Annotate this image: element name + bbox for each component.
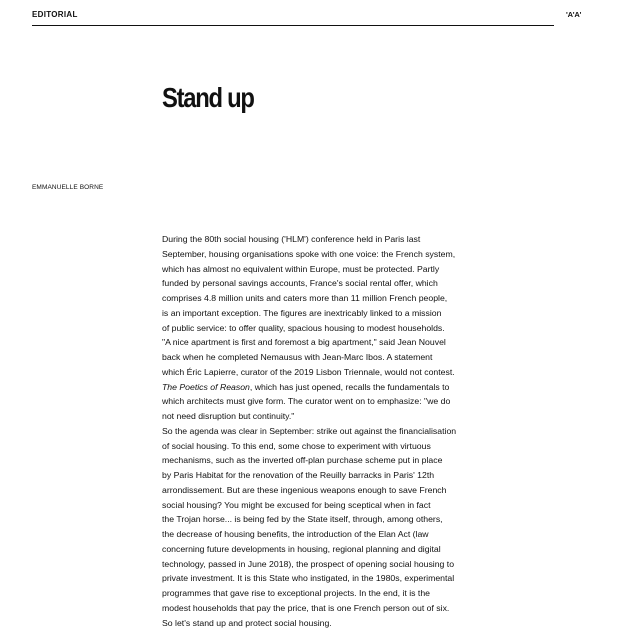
body-line: is an important exception. The figures are inextricably linked to a mission: [162, 307, 442, 318]
body-line: So the agenda was clear in September: strike out against the financialisation: [162, 425, 457, 436]
body-line-rest: , which has just opened, recalls the fundamentals to: [249, 381, 450, 392]
magazine-logo: 'A'A': [566, 10, 582, 19]
body-line: During the 80th social housing ('HLM') conference held in Paris last: [162, 234, 421, 244]
body-line: by Paris Habitat for the renovation of the Reuilly barracks in Paris' 12th: [162, 470, 435, 480]
body-line: which has almost no equivalent within Europe, must be protected. Partly: [162, 263, 440, 274]
body-line: social housing? You might be excused for being sceptical when in fact: [162, 499, 431, 510]
body-line: not need disruption but continuity.": [162, 411, 295, 421]
body-line: the decrease of housing benefits, the introduction of the Elan Act (law: [162, 529, 429, 539]
section-label: EDITORIAL: [32, 10, 78, 19]
body-line: comprises 4.8 million units and caters more than 11 million French people,: [162, 293, 448, 303]
body-line: private investment. It is this State who instigated, in the 1980s, experimental: [162, 573, 455, 584]
body-line: which Éric Lapierre, curator of the 2019 Lisbon Triennale, would not contest.: [162, 366, 455, 377]
article-body: [162, 232, 507, 630]
body-line: programmes that gave rise to exceptional projects. In the end, it is the: [162, 588, 431, 598]
book-title: The Poetics of Reason: [162, 381, 250, 392]
body-line: concerning future developments in housing, regional planning and digital: [162, 543, 441, 554]
page-header: [32, 9, 554, 26]
body-line: funded by personal savings accounts, France's social rental offer, which: [162, 278, 438, 289]
body-line-italic: [162, 380, 507, 395]
body-line: modest households that pay the price, that is one French person out of six.: [162, 602, 450, 613]
body-line: technology, passed in June 2018), the prospect of opening social housing to: [162, 558, 455, 569]
body-line: So let's stand up and protect social housing.: [162, 617, 332, 628]
body-line: of public service: to offer quality, spacious housing to modest households.: [162, 322, 445, 333]
body-line: "A nice apartment is first and foremost a big apartment," said Jean Nouvel: [162, 337, 446, 348]
article-title: Stand up: [162, 82, 254, 113]
body-line: which architects must give form. The curator went on to emphasize: "we do: [162, 396, 451, 407]
body-line: back when he completed Nemausus with Jean-Marc Ibos. A statement: [162, 352, 433, 362]
body-line: September, housing organisations spoke with one voice: the French system,: [162, 248, 456, 259]
author-name: EMMANUELLE BORNE: [32, 184, 104, 191]
body-line: mechanisms, such as the inverted off-plan purchase scheme put in place: [162, 455, 443, 466]
body-line: the Trojan horse... is being fed by the State itself, through, among others,: [162, 514, 443, 525]
body-line: of social housing. To this end, some chose to experiment with virtuous: [162, 440, 431, 451]
body-line: arrondissement. But are these ingenious weapons enough to save French: [162, 484, 447, 495]
